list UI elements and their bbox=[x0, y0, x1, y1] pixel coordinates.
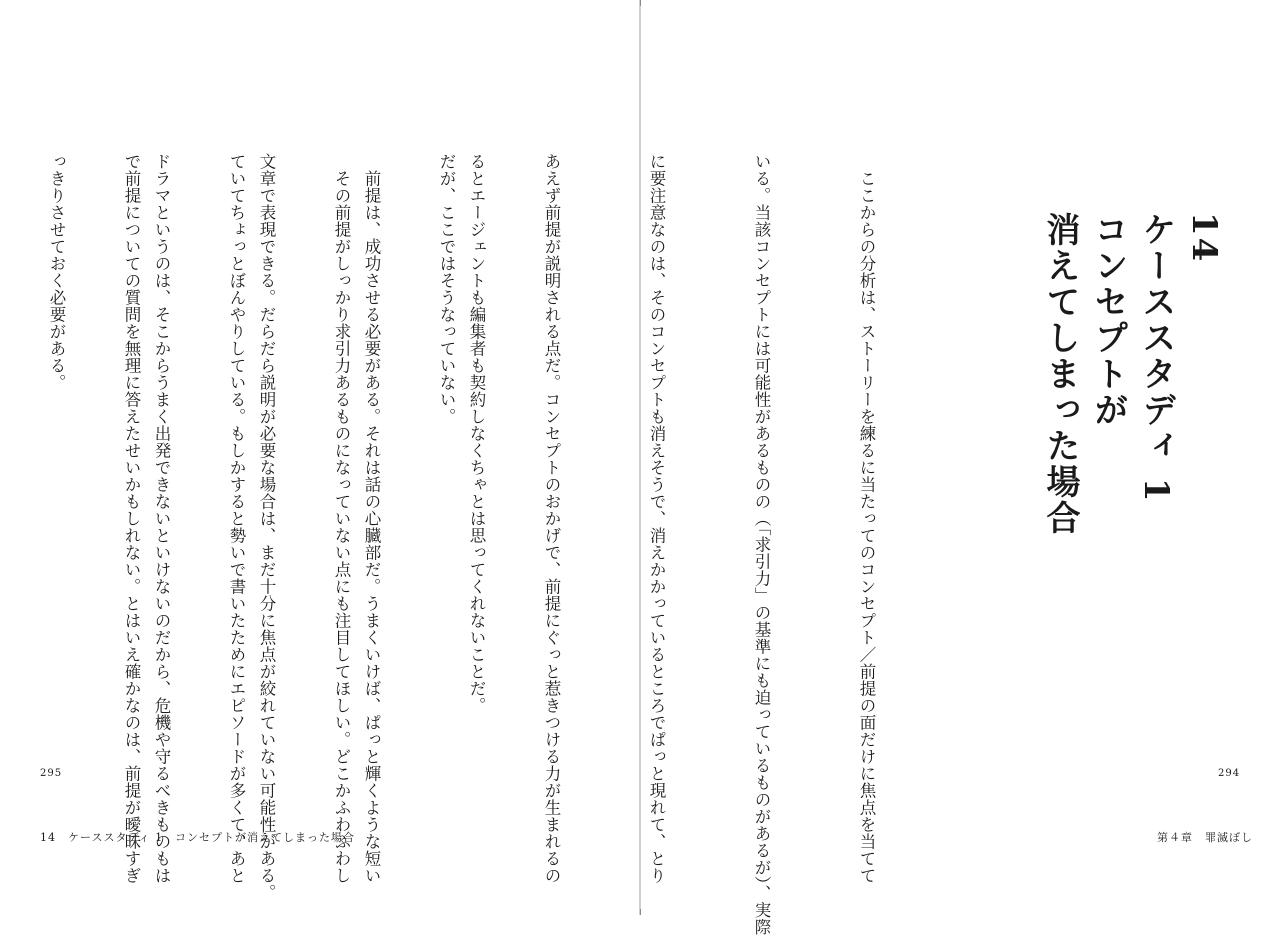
paragraph: その前提がしっかり求引力あるものになっていない点にも注目してほしい。どこかふわふわし bbox=[332, 153, 351, 884]
paragraph: いる。当該コンセプトには可能性があるものの（「求引力」の基準にも迫っているものがあるが）、実際 bbox=[752, 153, 771, 936]
running-head: 14 ケーススタディ 1 コンセプトが消えてしまった場合 bbox=[40, 831, 356, 844]
paragraph: るとエージェントも編集者も契約しなくちゃとは思ってくれないことだ。 bbox=[467, 153, 486, 714]
paragraph: ここからの分析は、ストーリーを練るに当たってのコンセプト／前提の面だけに焦点を当てて bbox=[857, 153, 876, 884]
paragraph: っきりさせておく必要がある。 bbox=[47, 153, 66, 391]
paragraph: 文章で表現できる。だらだら説明が必要な場合は、まだ十分に焦点が絞れていない可能性がある。 bbox=[257, 153, 276, 901]
running-head: 第４章 罪滅ぼし bbox=[1157, 831, 1253, 844]
paragraph: あえず前提が説明される点だ。コンセプトのおかげで、前提にぐっと惹きつける力が生まれるの bbox=[542, 153, 561, 884]
paragraph: ドラマというのは、そこからうまく出発できないといけないのだから、危機や守るべきものもは bbox=[152, 153, 171, 884]
paragraph: 前提は、成功させる必要がある。それは話の心臓部だ。うまくいけば、ぱっと輝くような短い bbox=[362, 153, 381, 884]
paragraph: で前提についての質問を無理に答えたせいかもしれない。とはいえ確かなのは、前提が曖昧すぎ bbox=[122, 153, 141, 884]
paragraph: だが、ここではそうなっていない。 bbox=[437, 153, 456, 425]
page-number: 294 bbox=[1218, 768, 1241, 779]
paragraph: に要注意なのは、そのコンセプトも消えそうで、消えかかっているところでぱっと現れて、とり bbox=[647, 153, 666, 884]
paragraph: ていてちょっとぼんやりしている。もしかすると勢いで書いたためにエピソードが多くて、あと bbox=[227, 153, 246, 884]
chapter-title: 14 ケーススタディ 1 コンセプトが 消えてしまった場合 bbox=[1040, 212, 1224, 536]
page-number: 295 bbox=[40, 768, 63, 779]
